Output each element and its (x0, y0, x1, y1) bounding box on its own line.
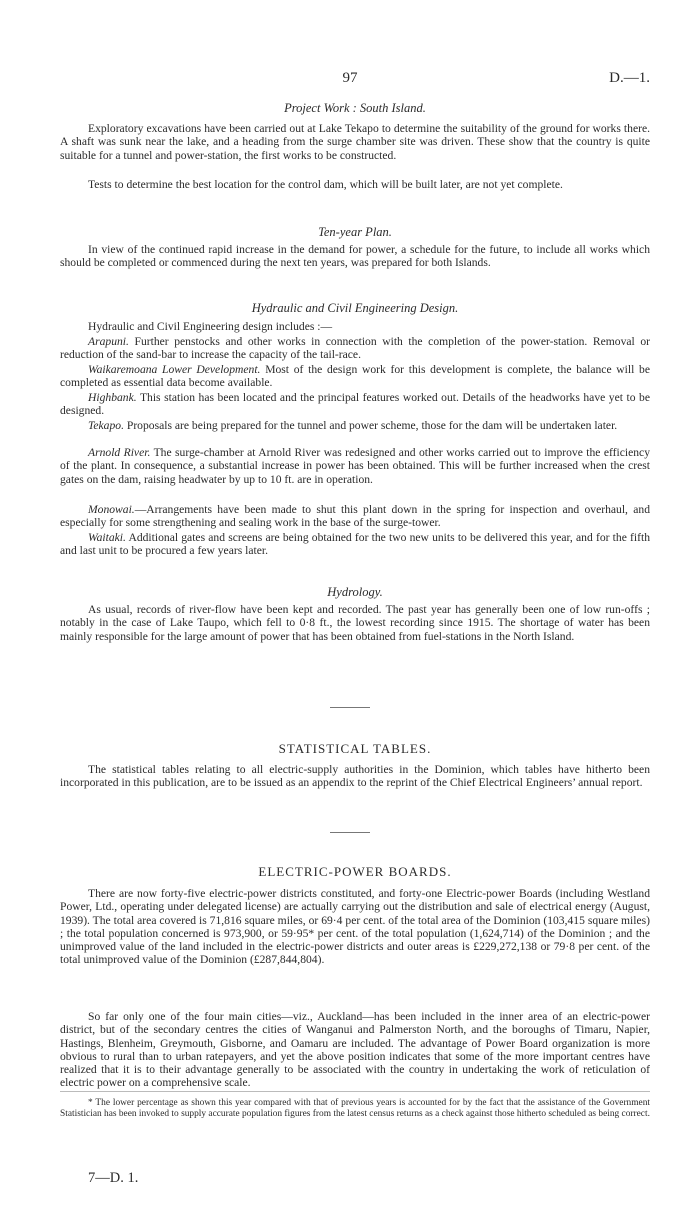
section-title-ten-year-plan: Ten-year Plan. (318, 225, 392, 239)
divider (330, 832, 370, 833)
document-reference: D.—1. (609, 70, 650, 86)
list-item: Arapuni. Further penstocks and other works in connection with the completion of the power-station. Removal or reduction of the sand-bar to increase the capacity of the tail-race. (60, 335, 650, 362)
paragraph: The statistical tables relating to all electric-supply authorities in the Dominion, which tables have hitherto been incorporated in this publication, are to be issued as an appendix to the reprint of the Chief Electrical Engineers’ annual report. (60, 763, 650, 790)
paragraph: Exploratory excavations have been carried out at Lake Tekapo to determine the suitability of the ground for works there. A shaft was sunk near the lake, and a heading from the surge chamber site was driven. These show that the country is quite suitable for a tunnel and power-station, the first works to be constructed. (60, 122, 650, 162)
list-item: Waitaki. Additional gates and screens are being obtained for the two new units to be delivered this year, and for the fifth and last unit to be procured a few years later. (60, 531, 650, 558)
list-item: Tekapo. Proposals are being prepared for the tunnel and power scheme, those for the dam will be undertaken later. (88, 419, 618, 432)
list-item: Arnold River. The surge-chamber at Arnold River was redesigned and other works carried out to improve the efficiency of the plant. In consequence, a substantial increase in power has been obtained. This will be further increased when the crest gates on the dam, raising headwater by up to 10 ft. are in operation. (60, 446, 650, 486)
section-title-project-work: Project Work : South Island. (284, 101, 426, 115)
list-item: Monowai.—Arrangements have been made to shut this plant down in the spring for inspection and overhaul, and especially for some strengthening and sealing work in the base of the surge-tower. (60, 503, 650, 530)
paragraph: There are now forty-five electric-power districts constituted, and forty-one Electric-power Boards (including Westland Power, Ltd., operating under delegated license) are actually carrying out the distribution and sale of electrical energy (August, 1939). The total area covered is 71,816 square miles, or 69·4 per cent. of the total area of the Dominion (103,415 square miles) ; the total population concerned is 973,900, or 59·95* per cent. of the total population (1,624,714) of the Dominion ; and the unimproved value of the land included in the electric-power districts and outer areas is £229,272,138 or 79·8 per cent. of the total unimproved value of the Dominion (£287,844,804). (60, 887, 650, 967)
section-title-hydraulic-design: Hydraulic and Civil Engineering Design. (251, 301, 459, 315)
section-title-statistical-tables: STATISTICAL TABLES. (278, 741, 432, 756)
paragraph: Tests to determine the best location for the control dam, which will be built later, are not yet complete. (88, 178, 563, 191)
divider (330, 707, 370, 708)
list-item: Highbank. This station has been located and the principal features worked out. Details of the headworks have yet to be designed. (60, 391, 650, 418)
footnote-divider (60, 1091, 650, 1092)
paragraph: In view of the continued rapid increase in the demand for power, a schedule for the future, to include all works which should be completed or commenced during the next ten years, was prepared for both Islands. (60, 243, 650, 270)
paragraph: So far only one of the four main cities—viz., Auckland—has been included in the inner area of an electric-power district, but of the secondary centres the cities of Wanganui and Palmerston North, and the boroughs of Timaru, Napier, Hastings, Blenheim, Greymouth, Gisborne, and Oamaru are included. The advantage of Power Board organization is more obvious to rural than to urban ratepayers, and yet the above position indicates that some of the more important centres have realized that it is to their advantage generally to be associated with the country in undertaking the work of reticulation of electric power on a comprehensive scale. (60, 1010, 650, 1090)
page-number: 97 (342, 70, 358, 86)
section-title-hydrology: Hydrology. (327, 585, 383, 599)
page-header (0, 70, 700, 90)
section-title-electric-power-boards: ELECTRIC-POWER BOARDS. (258, 864, 452, 879)
footnote: * The lower percentage as shown this year compared with that of previous years is accounted for by the fact that the assistance of the Government Statistician has been invoked to supply accurate population figures from the latest census returns as a check against those hitherto scheduled as being correct. (60, 1098, 650, 1119)
paragraph: Hydraulic and Civil Engineering design includes :— (88, 320, 333, 333)
list-item: Waikaremoana Lower Development. Most of the design work for this development is complete, the balance will be completed as essential data become available. (60, 363, 650, 390)
paragraph: As usual, records of river-flow have been kept and recorded. The past year has generally been one of low run-offs ; notably in the case of Lake Taupo, which fell to 0·8 ft., the lowest recording since 1915. The shortage of water has been mainly responsible for the large amount of power that has been obtained from fuel-stations in the North Island. (60, 603, 650, 643)
page-signature: 7—D. 1. (88, 1170, 139, 1186)
